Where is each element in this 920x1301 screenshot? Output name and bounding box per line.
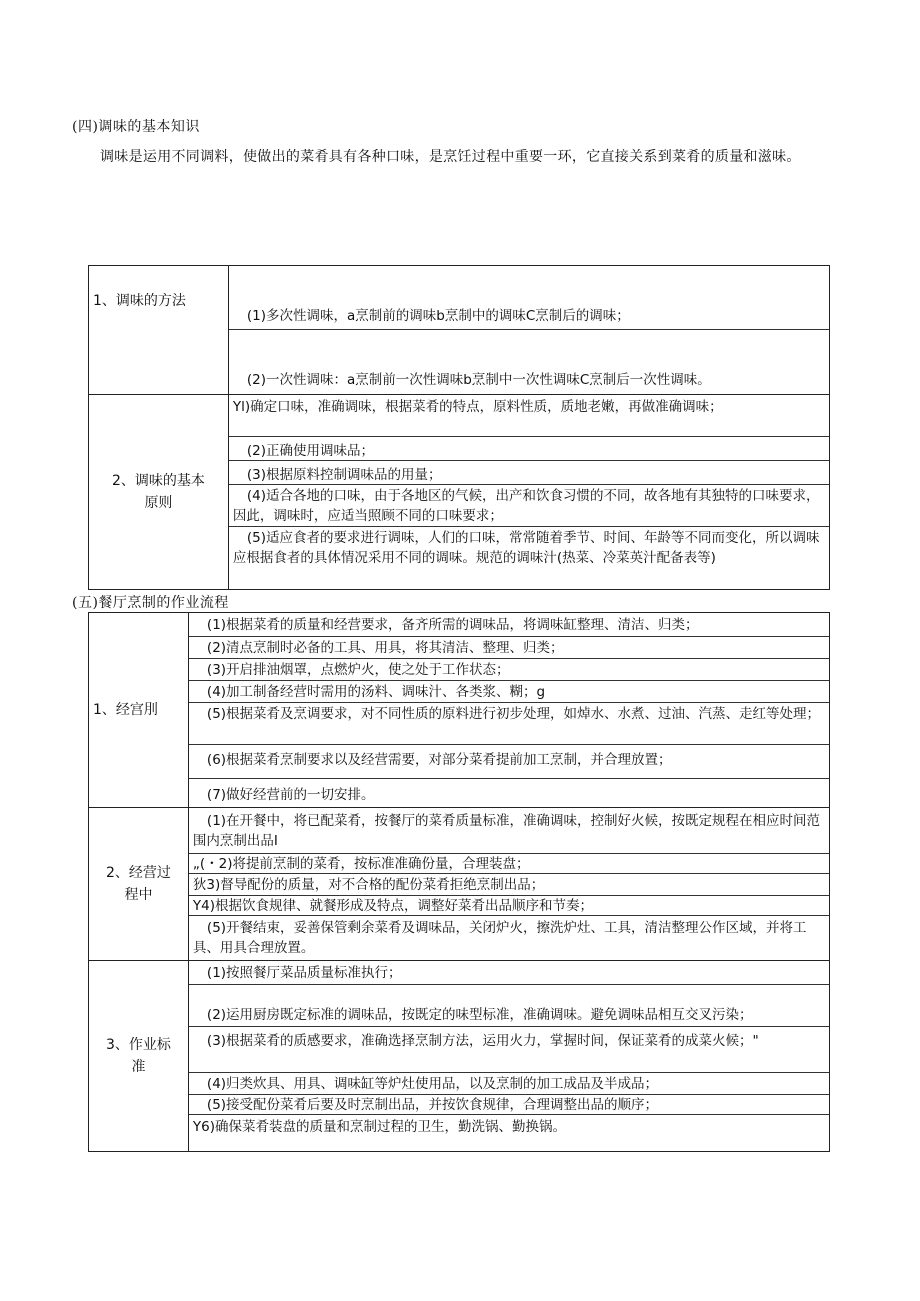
table-row: (2)一次性调味：a烹制前一次性调味b烹制中一次性调味C烹制后一次性调味。 [246, 372, 711, 388]
section4-intro: 调味是运用不同调料，使做出的菜肴具有各种口味，是烹饪过程中重要一环，它直接关系到菜肴的质量和滋味。 [100, 149, 801, 165]
table-row: (5)接受配份菜肴后要及时烹制出品，并按饮食规律，合理调整出品的顺序； [189, 1095, 829, 1115]
work-standard-category: 3、作业标准 [89, 961, 189, 1152]
table-row: (2)运用厨房既定标准的调味品，按既定的味型标准，准确调味。避免调味品相互交叉污染； [189, 985, 829, 1027]
table-row: (1)在开餐中，将已配菜肴，按餐厅的菜肴质量标准，准确调味，控制好火候，按既定规程在相应时间范围内烹制出品I [189, 808, 829, 854]
section4-heading: (四)调味的基本知识 [72, 119, 200, 135]
section5-heading: (五)餐厅烹制的作业流程 [72, 595, 229, 611]
workflow-table [88, 612, 830, 1152]
seasoning-method-category: 1、调味的方法 [89, 266, 229, 395]
in-operation-category: 2、经营过程中 [89, 808, 189, 961]
pre-operation-category: 1、经宫刖 [89, 613, 189, 808]
table-row: (1)根据菜肴的质量和经营要求，备齐所需的调味品，将调味缸整理、清洁、归类； [189, 613, 829, 637]
table-row: (3)开启排油烟罩，点燃炉火，使之处于工作状态； [189, 659, 829, 681]
table-row: (3)根据原料控制调味品的用量； [229, 461, 829, 485]
table-row: (4)归类炊具、用具、调味缸等炉灶使用品，以及烹制的加工成品及半成品； [189, 1073, 829, 1095]
table-row: Y6)确保菜肴装盘的质量和烹制过程的卫生，勤洗锅、勤换锅。 [192, 1119, 567, 1135]
seasoning-principle-category: 2、调味的基本原则 [89, 395, 229, 590]
table-row: Y4)根据饮食规律、就餐形成及特点，调整好菜肴出品顺序和节奏； [189, 896, 829, 916]
table-row: Yl)确定口味，准确调味，根据菜肴的特点，原料性质，质地老嫩，再做准确调味； [229, 395, 829, 437]
table-row: (5)根据菜肴及烹调要求，对不同性质的原料进行初步处理，如焯水、水煮、过油、汽蒸、走红等处理； [189, 703, 829, 745]
table-row: (5)适应食者的要求进行调味，人们的口味，常常随着季节、时间、年龄等不同而变化，所以调味应根据食者的具体情况采用不同的调味。规范的调味汁(热菜、冷菜英汁配备表等) [232, 530, 820, 566]
table-row: 狄3)督导配份的质量，对不合格的配份菜肴拒绝烹制出品； [189, 874, 829, 896]
table-row: (3)根据菜肴的质感要求，准确选择烹制方法，运用火力，掌握时间，保证菜肴的成菜火候；" [189, 1027, 829, 1073]
seasoning-table [88, 265, 830, 590]
table-row: (5)开餐结束，妥善保管剩余菜肴及调味品，关闭炉火，擦洗炉灶、工具，清洁整理公作区域，并将工具、用具合理放置。 [192, 920, 807, 956]
table-row: (1)多次性调味，a烹制前的调味b烹制中的调味C烹制后的调味； [229, 266, 829, 330]
table-row: (6)根据菜肴烹制要求以及经营需要，对部分菜肴提前加工烹制，并合理放置； [189, 745, 829, 779]
table-row: (4)加工制备经营时需用的汤料、调味汁、各类浆、糊；g [189, 681, 829, 703]
table-row: (4)适合各地的口味，由于各地区的气候，出产和饮食习惯的不同，故各地有其独特的口味要求，因此，调味时，应适当照顾不同的口味要求； [229, 485, 829, 527]
table-row: (7)做好经营前的一切安排。 [206, 787, 375, 803]
table-row: (2)正确使用调味品； [229, 437, 829, 461]
table-row: „(・2)将提前烹制的菜肴，按标准准确份量，合理装盘； [189, 854, 829, 874]
table-row: (2)清点烹制时必备的工具、用具，将其清洁、整理、归类； [189, 637, 829, 659]
table-row: (1)按照餐厅菜品质量标准执行； [189, 961, 829, 985]
